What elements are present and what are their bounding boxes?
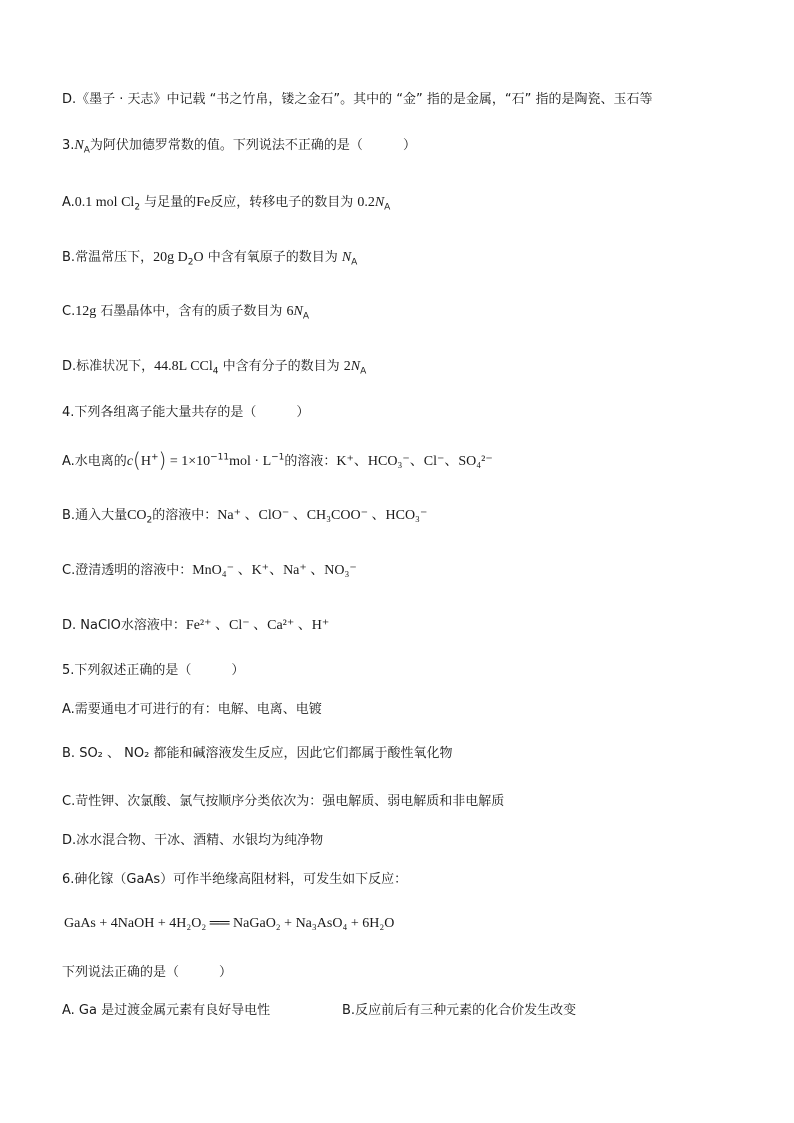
q5-option-d: D.冰水混合物、干冰、酒精、水银均为纯净物	[62, 833, 324, 848]
q5-option-a: A.需要通电才可进行的有：电解、电离、电镀	[62, 702, 322, 717]
q4-option-c: C.澄清透明的溶液中：MnO₄⁻ 、K⁺、Na⁺ 、NO₃⁻	[62, 563, 357, 578]
avogadro-symbol: N	[74, 138, 84, 153]
option-letter: D.	[62, 92, 77, 107]
q4-stem: 4.下列各组离子能大量共存的是（ ）	[62, 405, 310, 420]
q3-option-a: A.0.1 mol $Cl_2$ 与足量的Fe反应，转移电子的数目为 $0.2N_A$	[62, 195, 391, 213]
q6-stem: 6.砷化镓（GaAs）可作半绝缘高阻材料，可发生如下反应：	[62, 872, 408, 887]
q2-option-d	[62, 91, 653, 109]
q6-option-a: A. Ga 是过渡金属元素有良好导电性	[62, 1003, 271, 1018]
q6-question: 下列说法正确的是（ ）	[62, 965, 233, 980]
question-number: 3.	[62, 138, 75, 153]
q3-stem: $3.N_A$为阿伏加德罗常数的值。下列说法不正确的是（ ）	[62, 138, 416, 156]
q5-option-b: B. SO₂ 、 NO₂ 都能和碱溶液发生反应，因此它们都属于酸性氧化物	[62, 746, 453, 761]
option-text: 《墨子 · 天志》中记载 “书之竹帛，镂之金石”。其中的 “金” 指的是金属，“石” 指的是陶瓷、玉石等	[76, 92, 653, 107]
q6-equation: GaAs + 4NaOH + 4H₂O₂ ══ NaGaO₂ + Na₃AsO₄ + 6H₂O	[64, 916, 395, 931]
question-stem: 为阿伏加德罗常数的值。下列说法不正确的是（	[89, 138, 363, 153]
q5-stem: 5.下列叙述正确的是（ ）	[62, 663, 245, 678]
q4-option-d: D. NaClO水溶液中：Fe²⁺ 、Cl⁻ 、Ca²⁺ 、H⁺	[62, 618, 330, 633]
q3-option-c: C.12g 石墨晶体中，含有的质子数目为 $6N_A$	[62, 304, 309, 322]
ion-list: K⁺、HCO₃⁻、Cl⁻、SO₄²⁻	[336, 454, 493, 469]
ion-list: Fe²⁺ 、Cl⁻ 、Ca²⁺ 、H⁺	[185, 618, 330, 633]
ion-list: MnO₄⁻ 、K⁺、Na⁺ 、NO₃⁻	[192, 563, 357, 578]
q3-option-b: B.常温常压下，20g $D_2O$ 中含有氧原子的数目为 $N_A$	[62, 250, 358, 268]
q3-option-d: D.标准状况下，44.8L CCl$_4$ 中含有分子的数目为 $2N_A$	[62, 359, 367, 377]
ion-list: Na⁺ 、ClO⁻ 、CH₃COO⁻ 、HCO₃⁻	[217, 508, 428, 523]
q5-option-c: C.苛性钾、次氯酸、氯气按顺序分类依次为：强电解质、弱电解质和非电解质	[62, 794, 505, 809]
q6-option-b: B.反应前后有三种元素的化合价发生改变	[342, 1003, 577, 1018]
q4-option-a: A.水电离的$c(H^+) = 1\times 10^{-11}mol \cdot L^{-1}$的溶液：K⁺、HCO₃⁻、Cl⁻、SO₄²⁻	[62, 448, 493, 472]
q4-option-b: B.通入大量$CO_2$的溶液中：Na⁺ 、ClO⁻ 、CH₃COO⁻ 、HCO₃⁻	[62, 508, 428, 526]
